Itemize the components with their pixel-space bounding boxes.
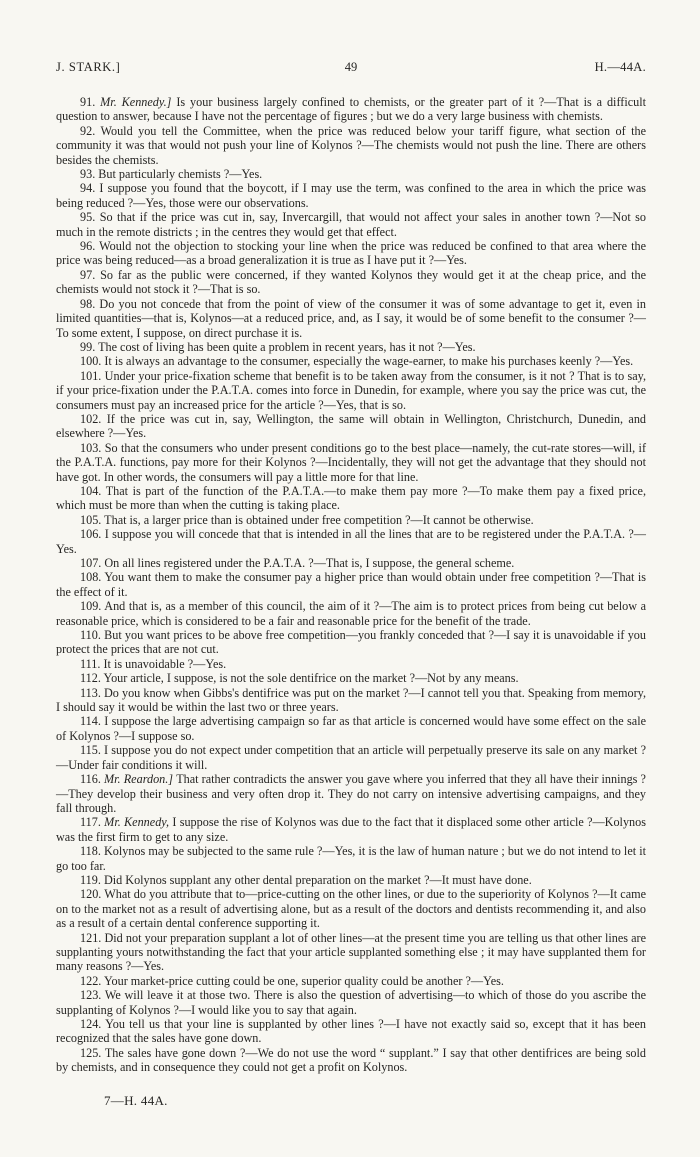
question-number: 113. [80, 685, 104, 700]
question-answer-text: If the price was cut in, say, Wellington, the same will obtain in Wellington, Christchurch, Dunedin, and elsewhere ?—Yes. [56, 411, 647, 441]
question-answer-text: Kolynos may be subjected to the same rule ?—Yes, it is the law of human nature ; but we do not intend to let it go too far. [56, 844, 646, 873]
question-number: 96. [80, 239, 100, 254]
qa-paragraph [56, 239, 646, 268]
question-number: 102. [80, 411, 107, 426]
question-answer-text: It is always an advantage to the consumer, especially the wage-earner, to make his purchases keenly ?—Yes. [104, 354, 634, 369]
qa-paragraph [56, 527, 646, 556]
question-answer-text: Would you tell the Committee, when the price was reduced below your tariff figure, what section of the community it was that would not push your line of Kolynos ?—The chemists would not push the line. There are others besides the chemists. [56, 123, 647, 167]
question-number: 94. [80, 181, 100, 196]
question-answer-text: But you want prices to be above free competition—you frankly conceded that ?—I say it is unavoidable if you protect the prices that are not cut. [56, 628, 646, 657]
qa-paragraph [56, 657, 646, 671]
qa-paragraph [56, 873, 646, 887]
question-answer-text: Do you know when Gibbs's dentifrice was put on the market ?—I cannot tell you that. Speaking from memory, I should say it would be within the last two or three years. [56, 685, 646, 715]
question-number: 122. [80, 973, 104, 988]
question-number: 104. [80, 483, 106, 498]
qa-paragraph [56, 1017, 646, 1046]
question-number: 112. [80, 671, 104, 686]
question-answer-text: What do you attribute that to—price-cutting on the other lines, or due to the superiority of Kolynos ?—It came on to the market not as a result of advertising alone, but as a result of the doctors and dentists recommending it, and also as a result of a certain dental conference supporting it. [56, 887, 646, 931]
speaker-name: Mr. Kennedy, [104, 815, 173, 830]
question-answer-text: But particularly chemists ?—Yes. [98, 167, 263, 182]
question-answer-text: Did not your preparation supplant a lot of other lines—at the present time you are telling us that other lines are supplanting yours notwithstanding the fact that your article supplanted something else ; it may have supplanted them for many reasons ?—Yes. [56, 930, 646, 974]
page-header [56, 60, 646, 75]
question-answer-text: On all lines registered under the P.A.T.A. ?—That is, I suppose, the general scheme. [104, 556, 515, 570]
question-number: 92. [80, 123, 101, 138]
qa-paragraph [56, 181, 646, 210]
question-answer-text: Do you not concede that from the point of view of the consumer it was of some advantage to get it, even in limited quantities—that is, Kolynos—at a reduced price, and, as I say, it would be of some benefit to the consumer ?—To some extent, I suppose, on direct purchase it is. [56, 296, 646, 340]
qa-paragraph [56, 412, 646, 441]
question-answer-text: Would not the objection to stocking your line when the price was reduced be confined to that area where the price was being reduced—as a broad generalization it is true as I have put it ?—Yes. [56, 239, 646, 268]
qa-paragraph [56, 124, 646, 167]
page-number: 49 [344, 60, 358, 74]
question-answer-text: The cost of living has been quite a problem in recent years, has it not ?—Yes. [98, 339, 476, 354]
qa-paragraph [56, 628, 646, 657]
question-number: 99. [80, 339, 99, 354]
qa-paragraph [56, 556, 646, 570]
question-answer-text: That rather contradicts the answer you gave where you inferred that they all have their innings ?—They develop their business and very often drop it. They do not carry on intensive advertising campaigns, and they fall through. [56, 772, 646, 815]
question-number: 125. [80, 1045, 105, 1060]
page-footer [104, 1093, 646, 1109]
qa-paragraph [56, 167, 646, 181]
qa-paragraph [56, 369, 646, 412]
question-number: 119. [80, 872, 104, 887]
question-answer-text: I suppose you found that the boycott, if I may use the term, was confined to the area in which the price was being reduced ?—Yes, those were our observations. [56, 181, 646, 210]
question-answer-text: Is your business largely confined to chemists, or the greater part of it ?—That is a difficult question to answer, because I have not the percentage of figures ; but we do a very large business with chemists. [56, 95, 647, 124]
question-number: 109. [80, 599, 105, 614]
question-answer-text: I suppose the large advertising campaign so far as that article is concerned would have some effect on the sale of Kolynos ?—I suppose so. [56, 714, 646, 743]
question-number: 117. [80, 815, 105, 830]
qa-paragraph [56, 268, 646, 297]
qa-paragraph [56, 599, 646, 628]
testimony-body [56, 95, 646, 1075]
question-number: 95. [80, 210, 100, 225]
speaker-name: Mr. Kennedy.] [100, 95, 177, 109]
paper-reference: H.—44A. [594, 60, 646, 74]
question-number: 98. [80, 296, 100, 311]
question-answer-text: Under your price-fixation scheme that benefit is to be taken away from the consumer, is it not ? That is to say, if your price-fixation under the P.A.T.A. comes into force in Dunedin, for example, where you say the price was cut, the consumers must pay an increased price for the article ?—Yes, that is so. [56, 368, 647, 412]
qa-paragraph [56, 686, 646, 715]
qa-paragraph [56, 340, 646, 354]
question-answer-text: So that the consumers who under present conditions go to the best place—namely, the cut-rate stores—will, if the P.A.T.A. functions, pay more for their Kolynos ?—Incidentally, they will not get the advantage that they should not have got. In other words, the consumers will pay a little more for that line. [56, 440, 647, 484]
question-answer-text: You tell us that your line is supplanted by other lines ?—I have not exactly said so, except that it has been recognized that the sales have gone down. [56, 1017, 646, 1046]
qa-paragraph [56, 988, 646, 1017]
question-number: 110. [80, 628, 105, 643]
witness-name: J. STARK.] [56, 60, 121, 74]
question-answer-text: That is part of the function of the P.A.T.A.—to make them pay more ?—To make them pay a fixed price, which must be more than when the cutting is taking place. [56, 483, 646, 513]
qa-paragraph [56, 671, 646, 685]
question-answer-text: Did Kolynos supplant any other dental preparation on the market ?—It must have done. [103, 872, 532, 887]
question-answer-text: I suppose you will concede that that is intended in all the lines that are to be registered under the P.A.T.A. ?—Yes. [56, 527, 646, 556]
question-number: 121. [80, 930, 105, 945]
qa-paragraph [56, 974, 646, 988]
question-answer-text: That is, a larger price than is obtained under free competition ?—It cannot be otherwise. [104, 512, 534, 527]
qa-paragraph [56, 743, 646, 772]
question-answer-text: Your article, I suppose, is not the sole dentifrice on the market ?—Not by any means. [103, 671, 519, 686]
qa-paragraph [56, 297, 646, 340]
qa-paragraph [56, 441, 646, 484]
question-number: 123. [80, 988, 105, 1003]
qa-paragraph [56, 354, 646, 368]
question-answer-text: So far as the public were concerned, if they wanted Kolynos they would get it at the cheap price, and the chemists would not stock it ?—That is so. [56, 267, 646, 297]
question-number: 108. [80, 570, 105, 585]
question-answer-text: So that if the price was cut in, say, Invercargill, that would not affect your sales in another town ?—Not so much in the remote districts ; in the centres they would get that effect. [56, 210, 646, 239]
speaker-name: Mr. Reardon.] [104, 772, 177, 787]
question-answer-text: I suppose the rise of Kolynos was due to the fact that it displaced some other article ?—Kolynos was the first firm to get to any size. [56, 815, 646, 844]
qa-paragraph [56, 844, 646, 873]
question-number: 116. [80, 772, 105, 787]
question-number: 101. [80, 368, 105, 383]
question-number: 114. [80, 714, 105, 729]
qa-paragraph [56, 772, 646, 815]
qa-paragraph [56, 484, 646, 513]
qa-paragraph [56, 931, 646, 974]
qa-paragraph [56, 714, 646, 743]
question-number: 107. [80, 556, 105, 570]
question-number: 97. [80, 267, 101, 282]
question-answer-text: I suppose you do not expect under competition that an article will perpetually preserve its sale on any market ?—Under fair conditions it will. [56, 743, 646, 772]
signature-mark: 7—H. 44A. [104, 1092, 168, 1108]
question-number: 93. [80, 167, 99, 182]
question-number: 111. [80, 656, 104, 671]
question-answer-text: And that is, as a member of this council, the aim of it ?—The aim is to protect prices from being cut below a reasonable price, which is considered to be a fair and reasonable price for the benefit of the trade. [56, 599, 647, 628]
qa-paragraph [56, 1046, 646, 1075]
question-number: 91. [80, 95, 101, 109]
question-answer-text: We will leave it at those two. There is also the question of advertising—to which of those do you ascribe the supplanting of Kolynos ?—I would like you to say that again. [56, 988, 647, 1017]
qa-paragraph [56, 570, 646, 599]
question-number: 103. [80, 440, 105, 455]
question-answer-text: Your market-price cutting could be one, superior quality could be another ?—Yes. [103, 973, 504, 988]
question-answer-text: It is unavoidable ?—Yes. [103, 656, 227, 671]
question-number: 106. [80, 527, 105, 542]
question-answer-text: You want them to make the consumer pay a higher price than would obtain under free competition ?—That is the effect of it. [56, 570, 646, 599]
question-number: 124. [80, 1017, 106, 1031]
question-number: 118. [80, 844, 104, 859]
qa-paragraph [56, 95, 646, 124]
qa-paragraph [56, 815, 646, 844]
question-number: 115. [80, 743, 105, 758]
question-number: 100. [80, 354, 105, 369]
qa-paragraph [56, 210, 646, 239]
qa-paragraph [56, 887, 646, 930]
question-number: 105. [80, 512, 105, 527]
question-answer-text: The sales have gone down ?—We do not use the word “ supplant.” I say that other dentifrices are being sold by chemists, and in consequence they could not get a profit on Kolynos. [56, 1045, 647, 1075]
question-number: 120. [80, 887, 105, 902]
qa-paragraph [56, 513, 646, 527]
